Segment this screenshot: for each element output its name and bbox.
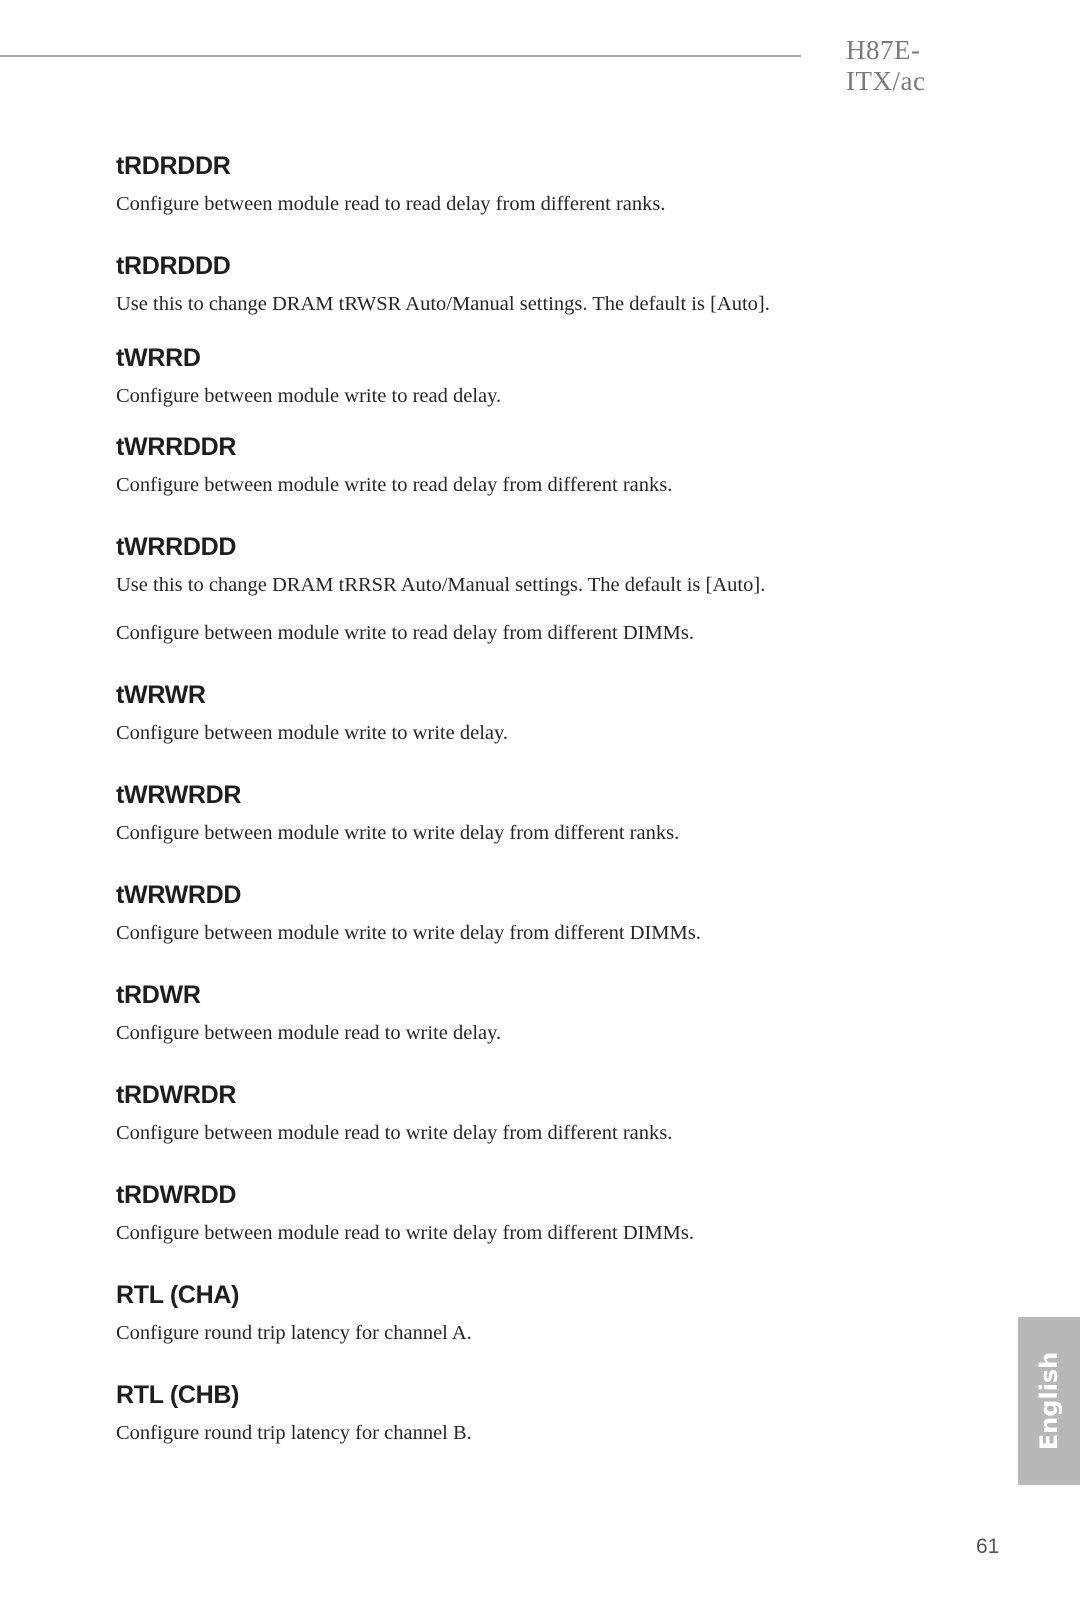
section-twrrddd (116, 532, 996, 644)
section-description: Configure between module read to write delay from different DIMMs. (116, 1222, 695, 1244)
section-title: tWRRDDD (116, 533, 237, 561)
section-title: tWRWRDR (116, 781, 242, 809)
section-title: tRDRDDD (116, 252, 231, 280)
section-trdrddr (116, 151, 996, 215)
section-description: Use this to change DRAM tRWSR Auto/Manual settings. The default is [Auto]. (116, 293, 770, 315)
section-description: Configure between module read to write delay. (116, 1022, 502, 1044)
section-title: tRDWRDD (116, 1181, 237, 1209)
section-description: Configure between module write to read delay from different DIMMs. (116, 622, 695, 644)
section-description: Configure between module read to read delay from different ranks. (116, 193, 666, 215)
section-title: tRDRDDR (116, 152, 231, 180)
section-rtl-chb (116, 1380, 996, 1444)
section-twrwrdd (116, 880, 996, 944)
section-title: tWRRD (116, 344, 201, 372)
language-tab-label: English (1035, 1351, 1063, 1451)
language-tab (1018, 1317, 1080, 1485)
section-description: Configure between module write to write delay from different ranks. (116, 822, 680, 844)
section-description: Configure between module write to read delay. (116, 385, 502, 407)
section-title: RTL (CHB) (116, 1381, 240, 1409)
section-rtl-cha (116, 1280, 996, 1344)
section-title: tWRWRDD (116, 881, 242, 909)
section-twrwr (116, 680, 996, 744)
section-trdwr (116, 980, 996, 1044)
section-trdwrdr (116, 1080, 996, 1144)
section-description: Configure between module write to read delay from different ranks. (116, 474, 673, 496)
section-description: Configure between module read to write delay from different ranks. (116, 1122, 673, 1144)
section-description: Configure round trip latency for channel A. (116, 1322, 472, 1344)
section-description: Configure between module write to write delay from different DIMMs. (116, 922, 701, 944)
section-title: tWRWR (116, 681, 206, 709)
model-name: H87E-ITX/ac (846, 35, 926, 96)
section-trdrddd (116, 251, 996, 315)
section-description: Use this to change DRAM tRRSR Auto/Manual settings. The default is [Auto]. (116, 574, 766, 596)
section-description: Configure round trip latency for channel B. (116, 1422, 472, 1444)
section-twrrd (116, 343, 996, 407)
section-twrwrdr (116, 780, 996, 844)
section-title: tWRRDDR (116, 433, 237, 461)
section-title: RTL (CHA) (116, 1281, 240, 1309)
section-description: Configure between module write to write delay. (116, 722, 509, 744)
section-twrrddr (116, 432, 996, 496)
section-trdwrdd (116, 1180, 996, 1244)
page-number: 61 (976, 1535, 1000, 1558)
header-rule (0, 55, 801, 57)
section-title: tRDWR (116, 981, 201, 1009)
section-title: tRDWRDR (116, 1081, 237, 1109)
